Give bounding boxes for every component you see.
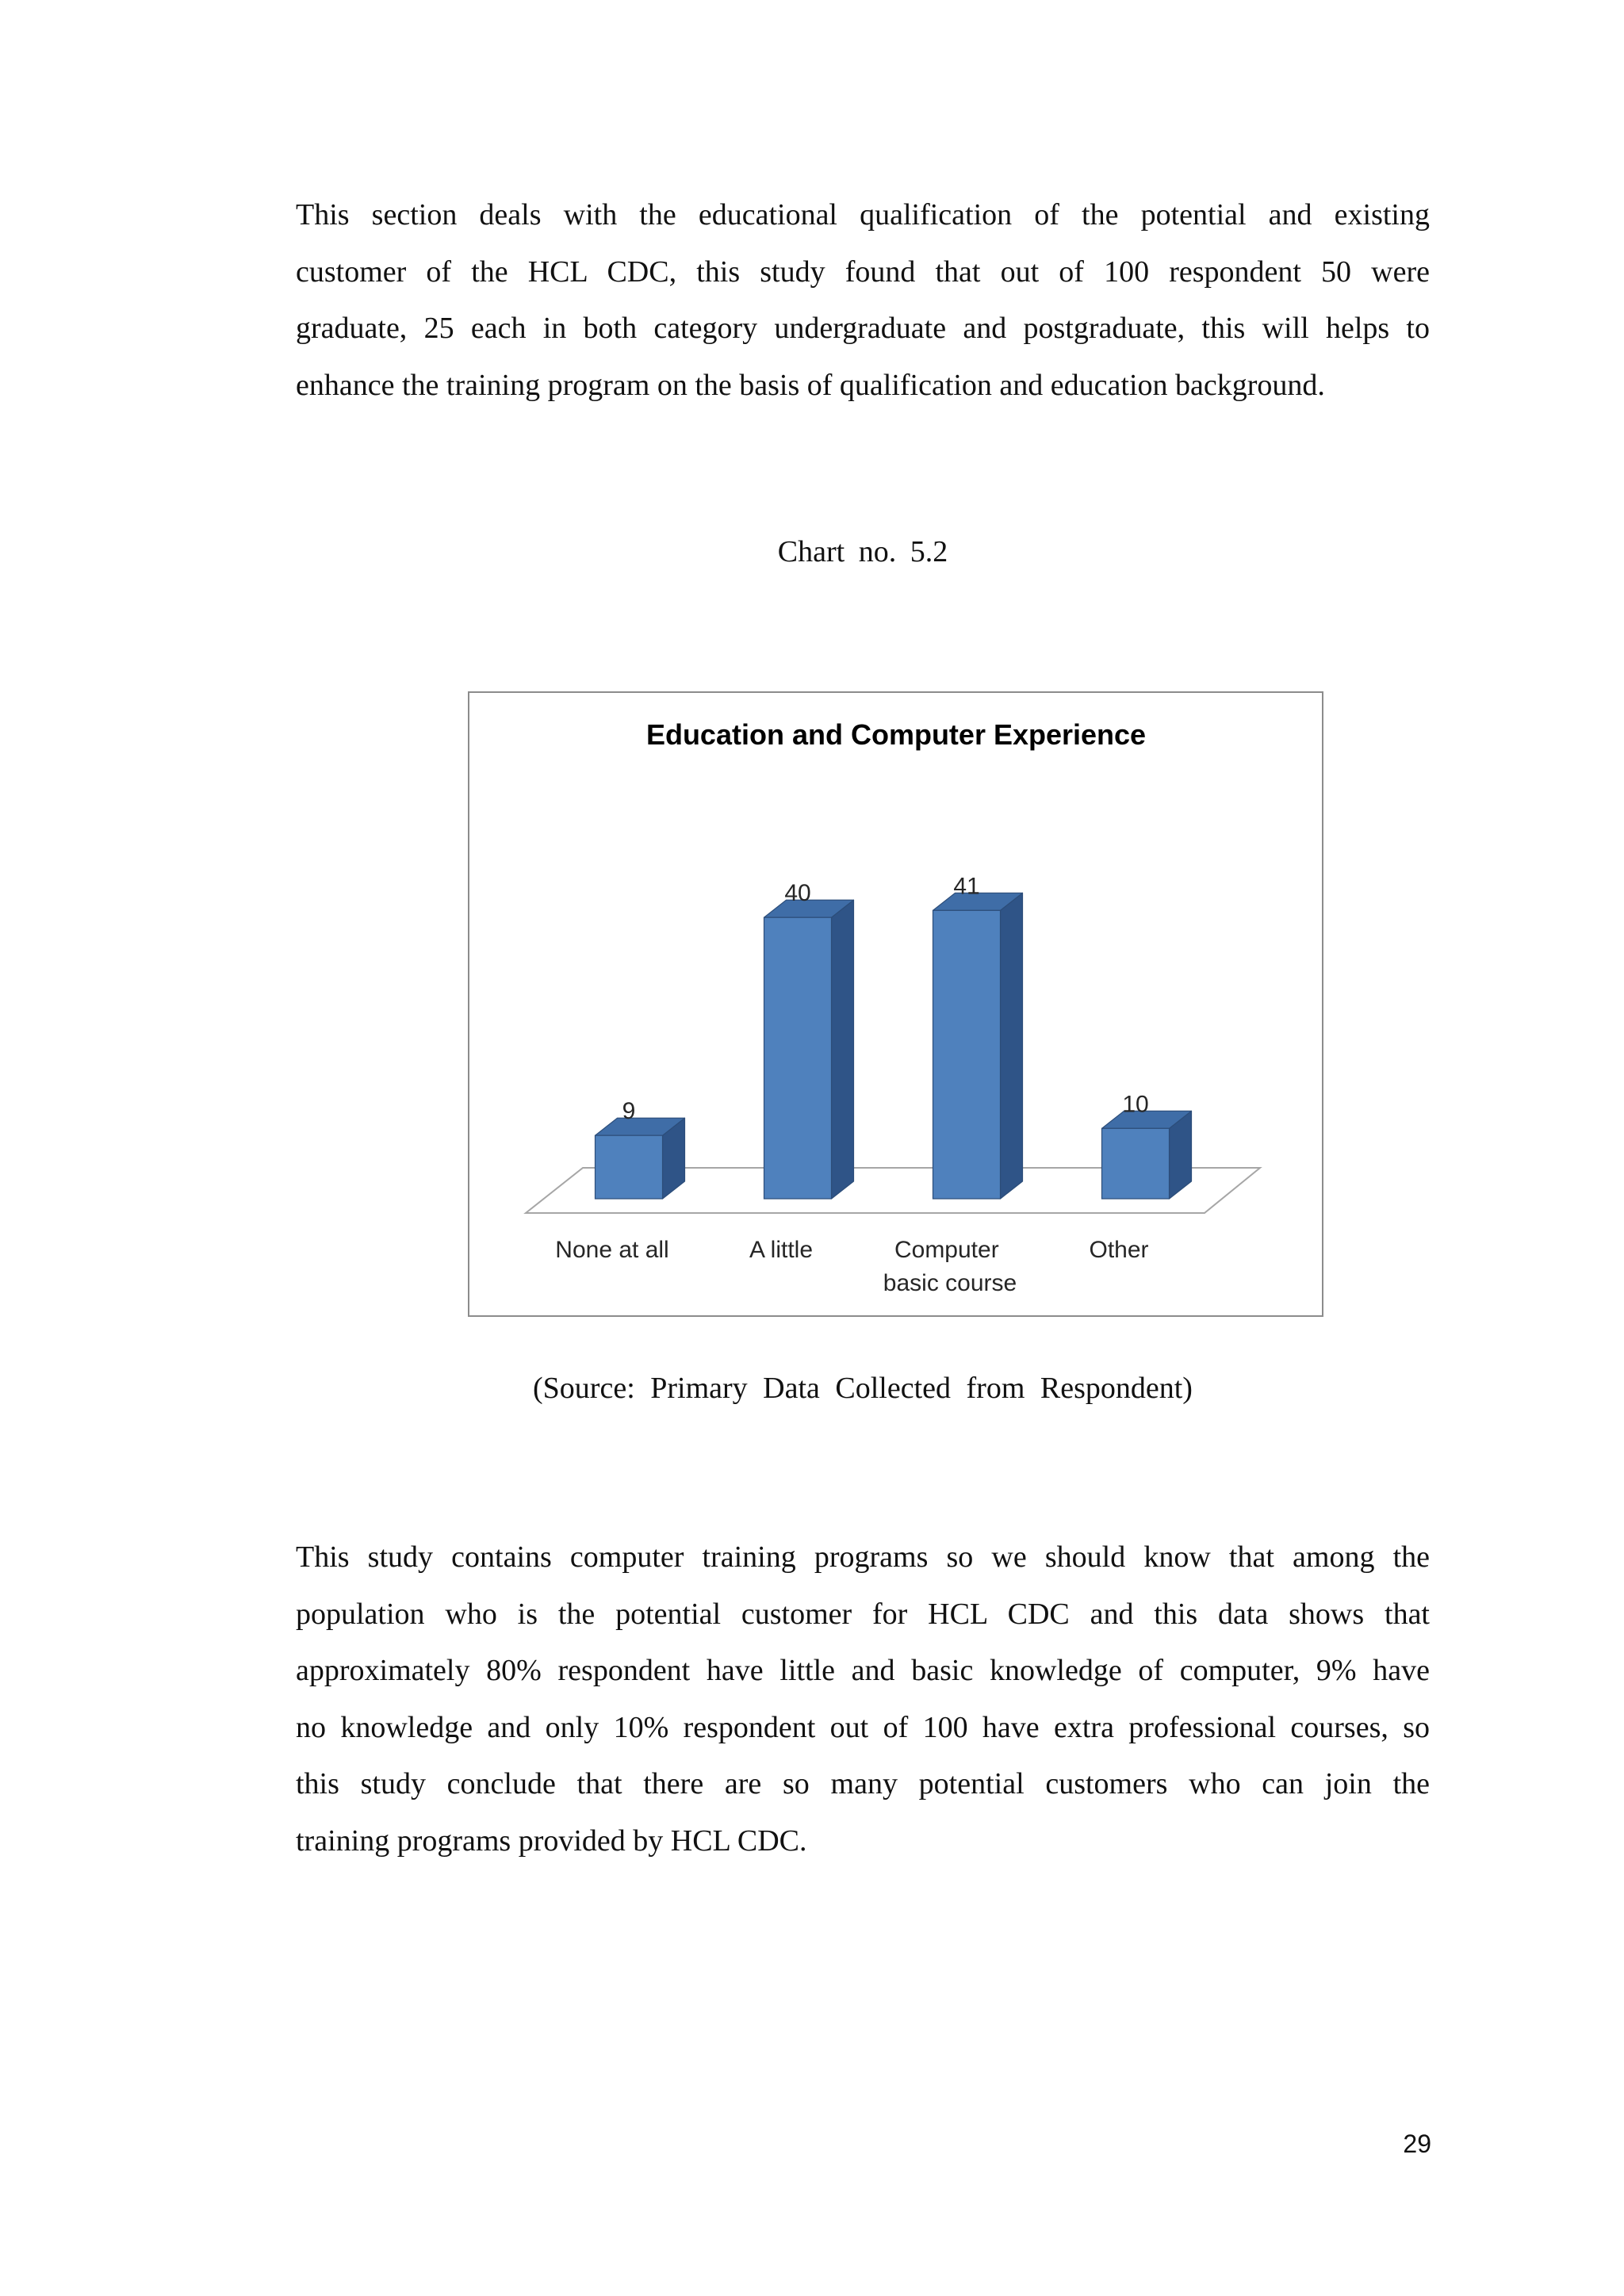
data-label-none-at-all: 9 [622,1098,636,1125]
category-label-none-at-all [555,1237,668,1263]
category-label-a-little [749,1237,813,1263]
bar-side-face [1001,893,1023,1199]
category-label-line: basic course [883,1270,1017,1296]
paragraph-line: training programs provided by HCL CDC. [296,1823,807,1858]
data-label-computer-basic-course: 41 [953,873,980,900]
category-label-line: Other [1089,1237,1149,1263]
education-computer-experience-chart [468,691,1323,1317]
data-label-other: 10 [1122,1091,1149,1118]
bar-other [1102,1111,1192,1199]
paragraph-line: enhance the training program on the basis of qualification and education background. [296,368,1325,402]
data-label-a-little: 40 [784,880,811,907]
source-note: (Source: Primary Data Collected from Respondent) [533,1372,1193,1405]
page-number: 29 [1403,2130,1431,2158]
paragraph-line: customer of the HCL CDC, this study found that out of 100 respondent 50 were [296,254,1430,289]
bar-front-face [764,917,832,1199]
paragraph-line: This study contains computer training programs so we should know that among the [296,1540,1430,1574]
bar-front-face [1102,1128,1170,1199]
category-label-line: None at all [555,1237,669,1263]
paragraph-line: no knowledge and only 10% respondent out of 100 have extra professional courses, so [296,1710,1430,1744]
bar-front-face [933,910,1001,1199]
paragraph-line: approximately 80% respondent have little and basic knowledge of computer, 9% have [296,1654,1430,1687]
chart-frame [469,692,1323,1316]
bar-front-face [596,1135,663,1199]
category-label-line: A little [749,1237,814,1263]
category-label-line: Computer [894,1237,1006,1263]
paragraph-line: population who is the potential customer for HCL CDC and this data shows that [296,1597,1430,1631]
bar-a-little [764,900,854,1199]
category-label-other [1089,1237,1148,1263]
chart-caption: Chart no. 5.2 [777,535,948,568]
bar-none-at-all [596,1118,685,1199]
bar-side-face [832,900,854,1199]
paragraph-line: graduate, 25 each in both category undergraduate and postgraduate, this will helps to [296,312,1430,345]
paragraph-line: this study conclude that there are so many potential customers who can join the [296,1767,1430,1800]
bar-computer-basic-course [933,893,1023,1199]
paragraph-education-qualification [296,187,1430,414]
chart-title: Education and Computer Experience [645,718,1147,751]
paragraph-computer-training [296,1529,1430,1869]
paragraph-line: This section deals with the educational qualification of the potential and existing [296,198,1430,232]
